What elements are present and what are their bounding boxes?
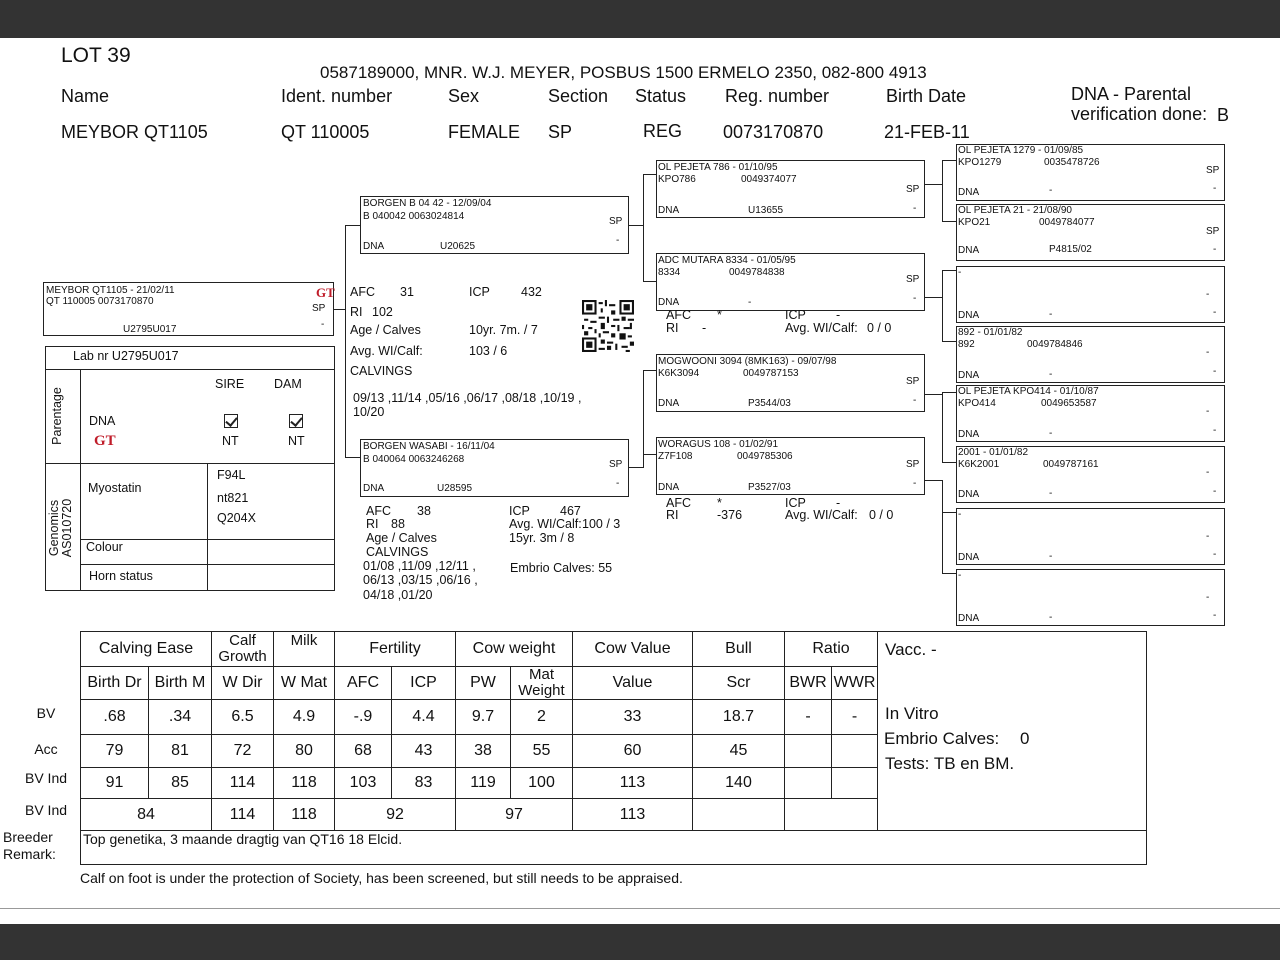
ident-number: QT 110005 [281, 122, 370, 142]
dna-label: DNA - Parental [1071, 84, 1192, 104]
ggp-ident: KPO1279 [958, 157, 1002, 168]
ggp-code: - [1049, 369, 1053, 380]
reg-number: 0073170870 [723, 122, 824, 142]
col-afc: AFC [335, 667, 392, 700]
gp-icp: - [836, 308, 841, 322]
ggp-sp: SP [1206, 226, 1220, 237]
group-calf-growth: Calf Growth [212, 632, 274, 667]
gp-dash: - [913, 203, 917, 214]
dam-age-label: Age / Calves [366, 531, 437, 545]
dam-title: BORGEN WASABI - 16/11/04 [363, 441, 495, 452]
dam-icp: 467 [560, 504, 581, 518]
gp-ident: 8334 [658, 267, 681, 278]
ggp-dash: - [1213, 610, 1217, 621]
ind-cell: 103 [335, 768, 392, 799]
vacc-text: Vacc. - [885, 640, 937, 659]
ggp-reg: 0049784846 [1027, 339, 1083, 350]
col-icp: ICP [392, 667, 456, 700]
great-grandparent-card [956, 569, 1225, 626]
icp-label: ICP [469, 285, 490, 299]
great-grandparent-card [956, 144, 1225, 201]
qr-code-icon [582, 300, 634, 352]
gp-reg: 0049787153 [743, 368, 799, 379]
acc-cell: 43 [392, 735, 456, 768]
age-value: 10yr. 7m. / 7 [469, 323, 538, 337]
gp-dash: - [913, 478, 917, 489]
embrio-label: Embrio Calves: [884, 729, 1000, 748]
ind-cell: 83 [392, 768, 456, 799]
lab-panel [45, 346, 335, 591]
ggp-title: 892 - 01/01/82 [958, 327, 1023, 338]
dam-card [360, 439, 629, 497]
ggp-dash: - [1213, 366, 1217, 377]
ind2-cell: 92 [335, 799, 456, 831]
bv-cell: 18.7 [693, 700, 785, 735]
row-label-bv-ind: BV Ind [24, 770, 68, 786]
ggp-dna: DNA [958, 613, 980, 624]
sire-nt: NT [222, 434, 239, 448]
animal-name: MEYBOR QT1105 [61, 122, 208, 142]
dam-ri-label: RI [366, 517, 379, 531]
dam-sp: SP [609, 459, 623, 470]
ggp-dna: DNA [958, 187, 980, 198]
ind2-cell: 113 [573, 799, 693, 831]
ggp-sp: - [1206, 467, 1210, 478]
bv-cell: - [785, 700, 832, 735]
group-milk: Milk [274, 632, 335, 667]
acc-cell: 81 [149, 735, 212, 768]
bv-cell: 33 [573, 700, 693, 735]
wi-label: Avg. WI/Calf: [350, 344, 423, 358]
dam-embrio: Embrio Calves: 55 [510, 561, 613, 575]
calvings-label: CALVINGS [350, 364, 413, 378]
sire-card [360, 196, 629, 254]
grandparent-card [656, 437, 925, 495]
gp-dna: DNA [658, 205, 680, 216]
gt-logo-2: GT [94, 433, 116, 449]
ggp-ident: KPO414 [958, 398, 996, 409]
bv-cell: -.9 [335, 700, 392, 735]
ggp-dna: DNA [958, 429, 980, 440]
gp-ri-label: RI [666, 508, 679, 522]
gp-icp-label: ICP [785, 308, 806, 322]
ind-cell: 91 [81, 768, 149, 799]
dam-calvings-label: CALVINGS [366, 545, 429, 559]
great-grandparent-card [956, 326, 1225, 383]
gp-sp: SP [906, 274, 920, 285]
remark-label: Remark: [3, 846, 56, 862]
col-birth-dr: Birth Dr [81, 667, 149, 700]
animal-card-title: MEYBOR QT1105 - 21/02/11 [46, 285, 175, 296]
col-w-mat: W Mat [274, 667, 335, 700]
sire-code: U20625 [440, 241, 476, 252]
ri-value: 102 [372, 305, 393, 319]
acc-cell: 55 [511, 735, 573, 768]
ind-cell: 119 [456, 768, 511, 799]
grandparent-card [656, 354, 925, 412]
gp-ident: Z7F108 [658, 451, 693, 462]
sex-value: FEMALE [448, 122, 521, 142]
ggp-title: OL PEJETA 21 - 21/08/90 [958, 205, 1072, 216]
sire-dash: - [616, 235, 620, 246]
dam-col: DAM [274, 377, 302, 391]
gp-title: ADC MUTARA 8334 - 01/05/95 [658, 255, 796, 266]
gp-reg: 0049374077 [741, 174, 797, 185]
gp-title: MOGWOONI 3094 (8MK163) - 09/07/98 [658, 356, 837, 367]
gp-title: WORAGUS 108 - 01/02/91 [658, 439, 779, 450]
ggp-title: OL PEJETA 1279 - 01/09/85 [958, 145, 1084, 156]
dam-dash: - [616, 478, 620, 489]
sire-check [224, 414, 238, 433]
name-label: Name [61, 86, 110, 106]
gp-code: U13655 [748, 205, 784, 216]
animal-card [43, 282, 334, 336]
acc-cell [785, 735, 832, 768]
dam-age: 15yr. 3m / 8 [509, 531, 575, 545]
acc-cell: 38 [456, 735, 511, 768]
ind2-cell: 84 [81, 799, 212, 831]
lab-dna-label: DNA [89, 414, 116, 428]
gp-sp: SP [906, 459, 920, 470]
breeding-values-table [80, 631, 1147, 865]
bv-cell: .68 [81, 700, 149, 735]
gp-icp: - [836, 496, 841, 510]
animal-card-reg: QT 110005 0073170870 [46, 296, 154, 307]
ind2-cell: 114 [212, 799, 274, 831]
gp-ri-label: RI [666, 321, 679, 335]
dam-nt: NT [288, 434, 305, 448]
bv-cell: 9.7 [456, 700, 511, 735]
ggp-title: 2001 - 01/01/82 [958, 447, 1029, 458]
acc-cell: 72 [212, 735, 274, 768]
gp-code: P3527/03 [748, 482, 791, 493]
age-label: Age / Calves [350, 323, 421, 337]
great-grandparent-card [956, 266, 1225, 323]
dam-calvings-1: 01/08 ,11/09 ,12/11 , [363, 559, 476, 573]
dna-value: B [1217, 105, 1230, 125]
dna-label-2: verification done: [1071, 104, 1208, 124]
gp-wi-label: Avg. WI/Calf: [785, 508, 858, 522]
ggp-dash: - [1213, 486, 1217, 497]
gp-afc: * [717, 496, 722, 510]
ggp-title: - [958, 570, 962, 581]
ggp-ident: K6K2001 [958, 459, 1000, 470]
divider [0, 908, 1280, 909]
top-bar [0, 0, 1280, 38]
ind-cell: 118 [274, 768, 335, 799]
tests-text: Tests: TB en BM. [885, 754, 1015, 773]
ind2-cell: 118 [274, 799, 335, 831]
ind-cell [832, 768, 878, 799]
acc-cell: 60 [573, 735, 693, 768]
ggp-title: - [958, 509, 962, 520]
breeder-label: Breeder [3, 829, 53, 845]
gp-afc-label: AFC [666, 308, 691, 322]
col-w-dir: W Dir [212, 667, 274, 700]
ggp-title: OL PEJETA KPO414 - 01/10/87 [958, 386, 1099, 397]
ind-cell: 140 [693, 768, 785, 799]
animal-card-dash: - [321, 319, 325, 330]
col-birth-m: Birth M [149, 667, 212, 700]
gp-dna: DNA [658, 482, 680, 493]
ggp-dash: - [1213, 307, 1217, 318]
ind2-cell [785, 799, 878, 831]
col-mat-weight: Mat Weight [511, 667, 573, 700]
gp-sp: SP [906, 376, 920, 387]
great-grandparent-card [956, 204, 1225, 261]
gp-ident: KPO786 [658, 174, 696, 185]
wi-value: 103 / 6 [469, 344, 508, 358]
gp-reg: 0049785306 [737, 451, 793, 462]
section-label: Section [548, 86, 609, 106]
gp-wi-label: Avg. WI/Calf: [785, 321, 858, 335]
dam-code: U28595 [437, 483, 473, 494]
gp-ident: K6K3094 [658, 368, 700, 379]
ggp-dna: DNA [958, 552, 980, 563]
gp-title: OL PEJETA 786 - 01/10/95 [658, 162, 778, 173]
gp-reg: 0049784838 [729, 267, 785, 278]
ggp-reg: 0049784077 [1039, 217, 1095, 228]
afc-label: AFC [350, 285, 375, 299]
group-cow-weight: Cow weight [456, 632, 573, 667]
grandparent-card [656, 253, 925, 311]
icp-value: 432 [521, 285, 542, 299]
acc-cell: 45 [693, 735, 785, 768]
afc-value: 31 [400, 285, 414, 299]
col-value: Value [573, 667, 693, 700]
animal-card-sp: SP [312, 303, 326, 314]
sire-sp: SP [609, 216, 623, 227]
ggp-dna: DNA [958, 489, 980, 500]
gp-dash: - [913, 293, 917, 304]
gp-dash: - [913, 395, 917, 406]
myostatin-label: Myostatin [88, 481, 142, 495]
horn-status-label: Horn status [89, 569, 153, 583]
ggp-code: P4815/02 [1049, 244, 1092, 255]
gp-afc-label: AFC [666, 496, 691, 510]
group-ratio: Ratio [785, 632, 878, 667]
birth-date: 21-FEB-11 [884, 122, 970, 142]
dam-calvings-3: 04/18 ,01/20 [363, 588, 433, 602]
gp-dna: DNA [658, 297, 680, 308]
dam-wi-label: Avg. WI/Calf: [509, 517, 582, 531]
parentage-label: Parentage [49, 387, 64, 445]
bv-cell: 2 [511, 700, 573, 735]
sire-title: BORGEN B 04 42 - 12/09/04 [363, 198, 492, 209]
footer-note: Calf on foot is under the protection of Society, has been screened, but still needs to be appraised. [80, 870, 683, 886]
ggp-code: - [1049, 551, 1053, 562]
gp-dna: DNA [658, 398, 680, 409]
owner-contact: 0587189000, MNR. W.J. MEYER, POSBUS 1500 ERMELO 2350, 082-800 4913 [320, 63, 927, 82]
genomics-label: Genomics AS010720 [47, 498, 74, 558]
colour-label: Colour [86, 540, 123, 554]
acc-cell [832, 735, 878, 768]
gp-ri: - [702, 321, 707, 335]
ind-cell [785, 768, 832, 799]
invitro-text: In Vitro [885, 704, 939, 723]
group-cow-value: Cow Value [573, 632, 693, 667]
status-value: REG [643, 121, 683, 141]
ggp-reg: 0049653587 [1041, 398, 1097, 409]
gp-icp-label: ICP [785, 496, 806, 510]
group-fertility: Fertility [335, 632, 456, 667]
gp-wi: 0 / 0 [867, 321, 892, 335]
dam-afc: 38 [417, 504, 431, 518]
bv-cell: - [832, 700, 878, 735]
ind-cell: 114 [212, 768, 274, 799]
ggp-sp: - [1206, 289, 1210, 300]
ggp-sp: - [1206, 347, 1210, 358]
bottom-bar [0, 924, 1280, 960]
gt-logo: GT [316, 285, 335, 300]
ggp-sp: SP [1206, 165, 1220, 176]
myostatin-nt821: nt821 [217, 491, 249, 505]
myostatin-q204x: Q204X [217, 511, 256, 525]
gp-code: - [748, 297, 752, 308]
gp-wi: 0 / 0 [869, 508, 894, 522]
animal-card-code: U2795U017 [123, 324, 177, 335]
group-calving-ease: Calving Ease [81, 632, 212, 667]
dam-afc-label: AFC [366, 504, 391, 518]
dam-calvings-2: 06/13 ,03/15 ,06/16 , [363, 573, 478, 587]
ind-cell: 100 [511, 768, 573, 799]
ggp-reg: 0035478726 [1044, 157, 1100, 168]
myostatin-f94l: F94L [217, 468, 246, 482]
acc-cell: 68 [335, 735, 392, 768]
ggp-sp: - [1206, 531, 1210, 542]
lot-number: LOT 39 [61, 44, 131, 67]
breeder-remark: Top genetika, 3 maande dragtig van QT16 18 Elcid. [81, 831, 1147, 865]
dam-dna: DNA [363, 483, 385, 494]
ggp-code: - [1049, 185, 1053, 196]
section-value: SP [548, 122, 573, 142]
sire-reg: B 040042 0063024814 [363, 211, 465, 222]
bv-cell: 4.4 [392, 700, 456, 735]
dam-wi: 100 / 3 [582, 517, 621, 531]
great-grandparent-card [956, 385, 1225, 442]
extra-info-cell [878, 632, 1147, 831]
ri-label: RI [350, 305, 363, 319]
bv-cell: .34 [149, 700, 212, 735]
grandparent-card [656, 160, 925, 218]
group-bull: Bull [693, 632, 785, 667]
lab-number: Lab nr U2795U017 [73, 349, 179, 363]
acc-cell: 80 [274, 735, 335, 768]
reg-label: Reg. number [725, 86, 830, 106]
ggp-dash: - [1213, 425, 1217, 436]
ggp-reg: 0049787161 [1043, 459, 1099, 470]
gp-code: P3544/03 [748, 398, 791, 409]
calvings-list-2: 10/20 [353, 405, 385, 419]
calvings-list: 09/13 ,11/14 ,05/16 ,06/17 ,08/18 ,10/19 , [353, 391, 582, 405]
sire-dna: DNA [363, 241, 385, 252]
gp-ri: -376 [717, 508, 743, 522]
dam-check [289, 414, 303, 433]
ggp-ident: KPO21 [958, 217, 991, 228]
acc-cell: 79 [81, 735, 149, 768]
ggp-ident: 892 [958, 339, 975, 350]
embrio-value: 0 [1020, 729, 1030, 748]
ggp-dash: - [1213, 244, 1217, 255]
dam-reg: B 040064 0063246268 [363, 454, 465, 465]
dam-icp-label: ICP [509, 504, 530, 518]
ggp-code: - [1049, 428, 1053, 439]
gp-sp: SP [906, 184, 920, 195]
ggp-dna: DNA [958, 370, 980, 381]
great-grandparent-card [956, 508, 1225, 565]
ind-cell: 85 [149, 768, 212, 799]
row-label-acc: Acc [34, 741, 58, 757]
status-label: Status [635, 86, 687, 106]
ggp-code: - [1049, 309, 1053, 320]
ind-cell: 113 [573, 768, 693, 799]
ind2-cell: 97 [456, 799, 573, 831]
sire-col: SIRE [215, 377, 245, 391]
col-bwr: BWR [785, 667, 832, 700]
bv-cell: 6.5 [212, 700, 274, 735]
sex-label: Sex [448, 86, 480, 106]
ggp-sp: - [1206, 592, 1210, 603]
dam-ri: 88 [391, 517, 405, 531]
ggp-code: - [1049, 612, 1053, 623]
ggp-dash: - [1213, 183, 1217, 194]
col-scr: Scr [693, 667, 785, 700]
ggp-dash: - [1213, 549, 1217, 560]
ggp-dna: DNA [958, 310, 980, 321]
row-label-bv: BV [36, 705, 56, 721]
ind2-cell [693, 799, 785, 831]
row-label-bv-ind-2: BV Ind [24, 802, 68, 818]
great-grandparent-card [956, 446, 1225, 503]
birth-label: Birth Date [886, 86, 967, 106]
ggp-dna: DNA [958, 245, 980, 256]
ggp-code: - [1049, 488, 1053, 499]
ggp-title: - [958, 267, 962, 278]
ggp-sp: - [1206, 406, 1210, 417]
col-wwr: WWR [832, 667, 878, 700]
gp-afc: * [717, 308, 722, 322]
ident-label: Ident. number [281, 86, 393, 106]
bv-cell: 4.9 [274, 700, 335, 735]
col-pw: PW [456, 667, 511, 700]
